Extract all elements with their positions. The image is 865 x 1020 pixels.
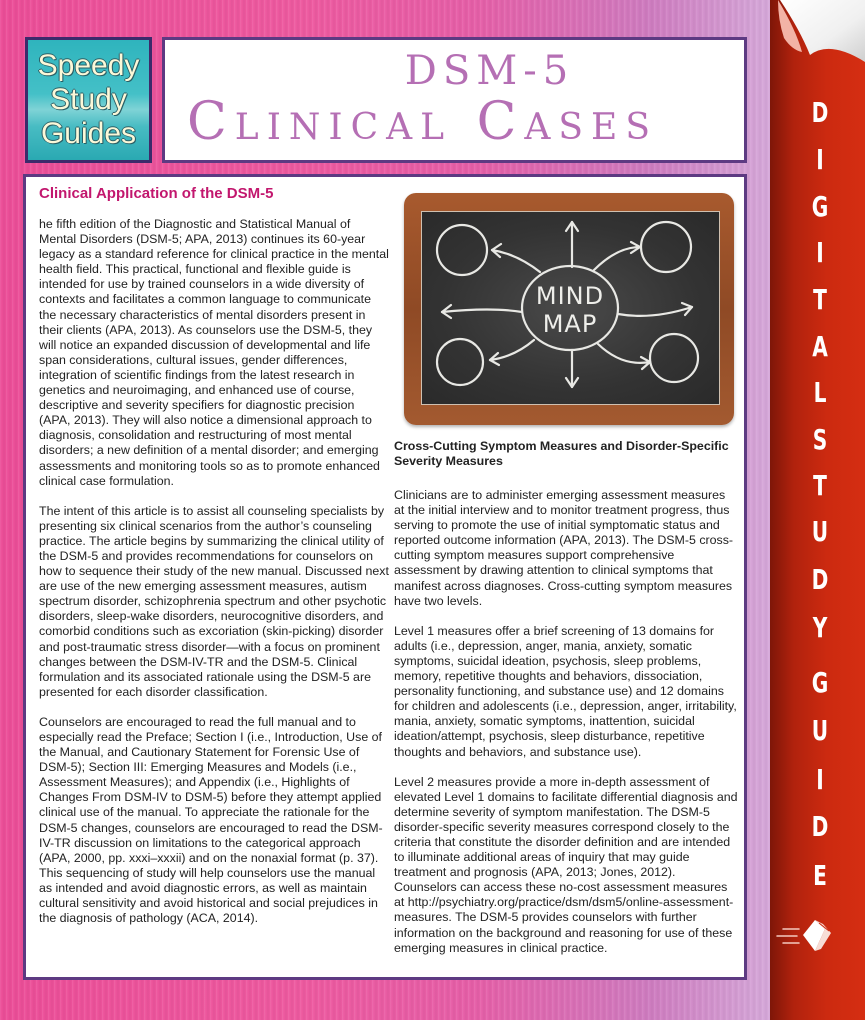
paragraph: Level 1 measures offer a brief screening of 13 domains for adults (i.e., depression, anger, mania, anxiety, somatic symptoms, suicidal ideation, psychosis, sleep problems, memory, repetitive thoughts and behaviors, dissociation, personality functioning, and substance use) and 12 domains for children and adolescents (i.e., depression, anger, irritability, mania, anxiety, somatic symptoms, inattention, suicidal ideation/attempt, psychosis, sleep disturbance, repetitive thoughts and behaviors, and substance use). [394, 623, 737, 759]
section-heading-clinical-application: Clinical Application of the DSM-5 [39, 185, 274, 202]
svg-text:MIND: MIND [535, 282, 605, 310]
paragraph: Counselors are encouraged to read the full manual and to especially read the Preface; Section I (i.e., Introduction, Use of the Manual, and Cautionary Statement for Forensic Use of DSM-5); Section III: Emerging Measures and Models (i.e., Assessment Measures); and Appendix (i.e., Highlights of Changes From DSM-IV to DSM-5) before they attempt applied clinical use of the manual. To appreciate the rationale for the DSM-5 changes, counselors are encouraged to read the DSM-IV-TR discussion on limitations to the categorical approach (APA, 2000, pp. xxxi–xxxii) and on the nonaxial format (p. 37). This sequencing of study will help counselors use the manual as intended and avoid diagnostic errors, as well as maintain cultural sensitivity and avoid historical and social prejudices in the diagnosis of pathology (ACA, 2014). [39, 714, 383, 926]
banner-letter: T [813, 283, 827, 316]
logo-line-3: Guides [40, 117, 137, 150]
banner-letter: L [813, 376, 827, 409]
banner-letter: D [811, 96, 829, 129]
speedy-study-guides-logo [25, 37, 152, 163]
banner-letter: U [811, 515, 829, 548]
banner-letter: I [816, 763, 824, 796]
content-panel [23, 174, 747, 980]
title-dsm5: DSM-5 [404, 48, 575, 94]
mind-map-chalkboard-image [404, 193, 734, 425]
section-heading-cross-cutting-measures: Cross-Cutting Symptom Measures and Disorder-Specific Severity Measures [394, 439, 729, 468]
banner-letter: U [811, 714, 829, 747]
banner-letter: G [811, 666, 829, 699]
title-clinical-cases: Clinical Cases [187, 92, 659, 152]
banner-letter: E [813, 859, 827, 892]
logo-line-2: Study [50, 83, 127, 116]
banner-letter: A [812, 330, 828, 363]
banner-letter: G [811, 190, 829, 223]
paragraph: he fifth edition of the Diagnostic and Statistical Manual of Mental Disorders (DSM-5; APA, 2013) continues its 60-year legacy as a standard reference for clinical practice in the mental health field. This practical, functional and flexible guide is intended for use by trained counselors in a wide diversity of contexts and facilitates a common language to communicate the necessary characteristics of mental disorders present in their clients (APA, 2013). As counselors use the DSM-5, they will notice an expanded discussion of developmental and life span considerations, cultural issues, gender differences, integration of scientific findings from the latest research in genetics and neuroimaging, and enhanced use of course, descriptive and severity specifiers for diagnostic precision (APA, 2013). They will also notice a dimensional approach to diagnosis, consolidation and restructuring of most mental disorders; a new definition of a mental disorder; and emerging assessments and monitoring tools so as to promote enhanced clinical case formulation. [39, 217, 389, 488]
paragraph: Level 2 measures provide a more in-depth assessment of elevated Level 1 domains to facilitate differential diagnosis and determine severity of symptom manifestation. The DSM-5 disorder-specific severity measures correspond closely to the criteria that constitute the disorder definition and are intended to illuminate additional areas of inquiry that may guide treatment and prognosis (APA, 2013; Jones, 2012). Counselors can access these no-cost assessment measures at http://psychiatry.org/practice/dsm/dsm5/online-assessment-measures. The DSM-5 provides counselors with further information on the background and reasoning for use of these emerging measures in clinical practice. [394, 774, 738, 955]
left-column [39, 185, 389, 941]
title-box [162, 37, 747, 163]
banner-letter: T [813, 469, 827, 502]
banner-letter: S [812, 423, 828, 456]
paragraph: The intent of this article is to assist all counseling specialists by presenting six clinical scenarios from the author’s counseling practice. The article begins by summarizing the clinical utility of the DSM-5 and provides recommendations for counselors on how to sequence their study of the new manual. Discussed next are use of the new emerging assessment measures, autism spectrum disorder, schizophrenia spectrum and other psychotic disorders, sleep-wake disorders, neurocognitive disorders, and comorbid conditions such as excoriation (skin-picking) disorder and post-traumatic stress disorder—with a focus on prominent changes between the DSM-IV-TR and the DSM-5. Clinical formulation and its associated rationale using the DSM-5 are presented for each disorder classification. [39, 503, 389, 699]
chalkboard-slate [421, 211, 720, 405]
speeding-book-icon [775, 915, 835, 955]
page-curl-corner [770, 0, 865, 65]
mind-map-drawing [422, 212, 719, 404]
paragraph: Clinicians are to administer emerging assessment measures at the initial interview and to monitor treatment progress, thus serving to promote the use of initial symptomatic status and reported outcome information (APA, 2013). The DSM-5 cross-cutting symptom measures support comprehensive assessment by drawing attention to clinical symptoms that manifest across diagnoses. Cross-cutting symptom measures have two levels. [394, 488, 734, 608]
banner-letter: I [816, 236, 824, 269]
banner-letter: I [816, 143, 824, 176]
svg-text:MAP: MAP [542, 310, 598, 338]
banner-letter: Y [812, 611, 828, 644]
right-column [394, 439, 739, 971]
banner-letter: D [811, 563, 829, 596]
logo-line-1: Speedy [37, 49, 140, 82]
banner-letter: D [811, 810, 829, 843]
